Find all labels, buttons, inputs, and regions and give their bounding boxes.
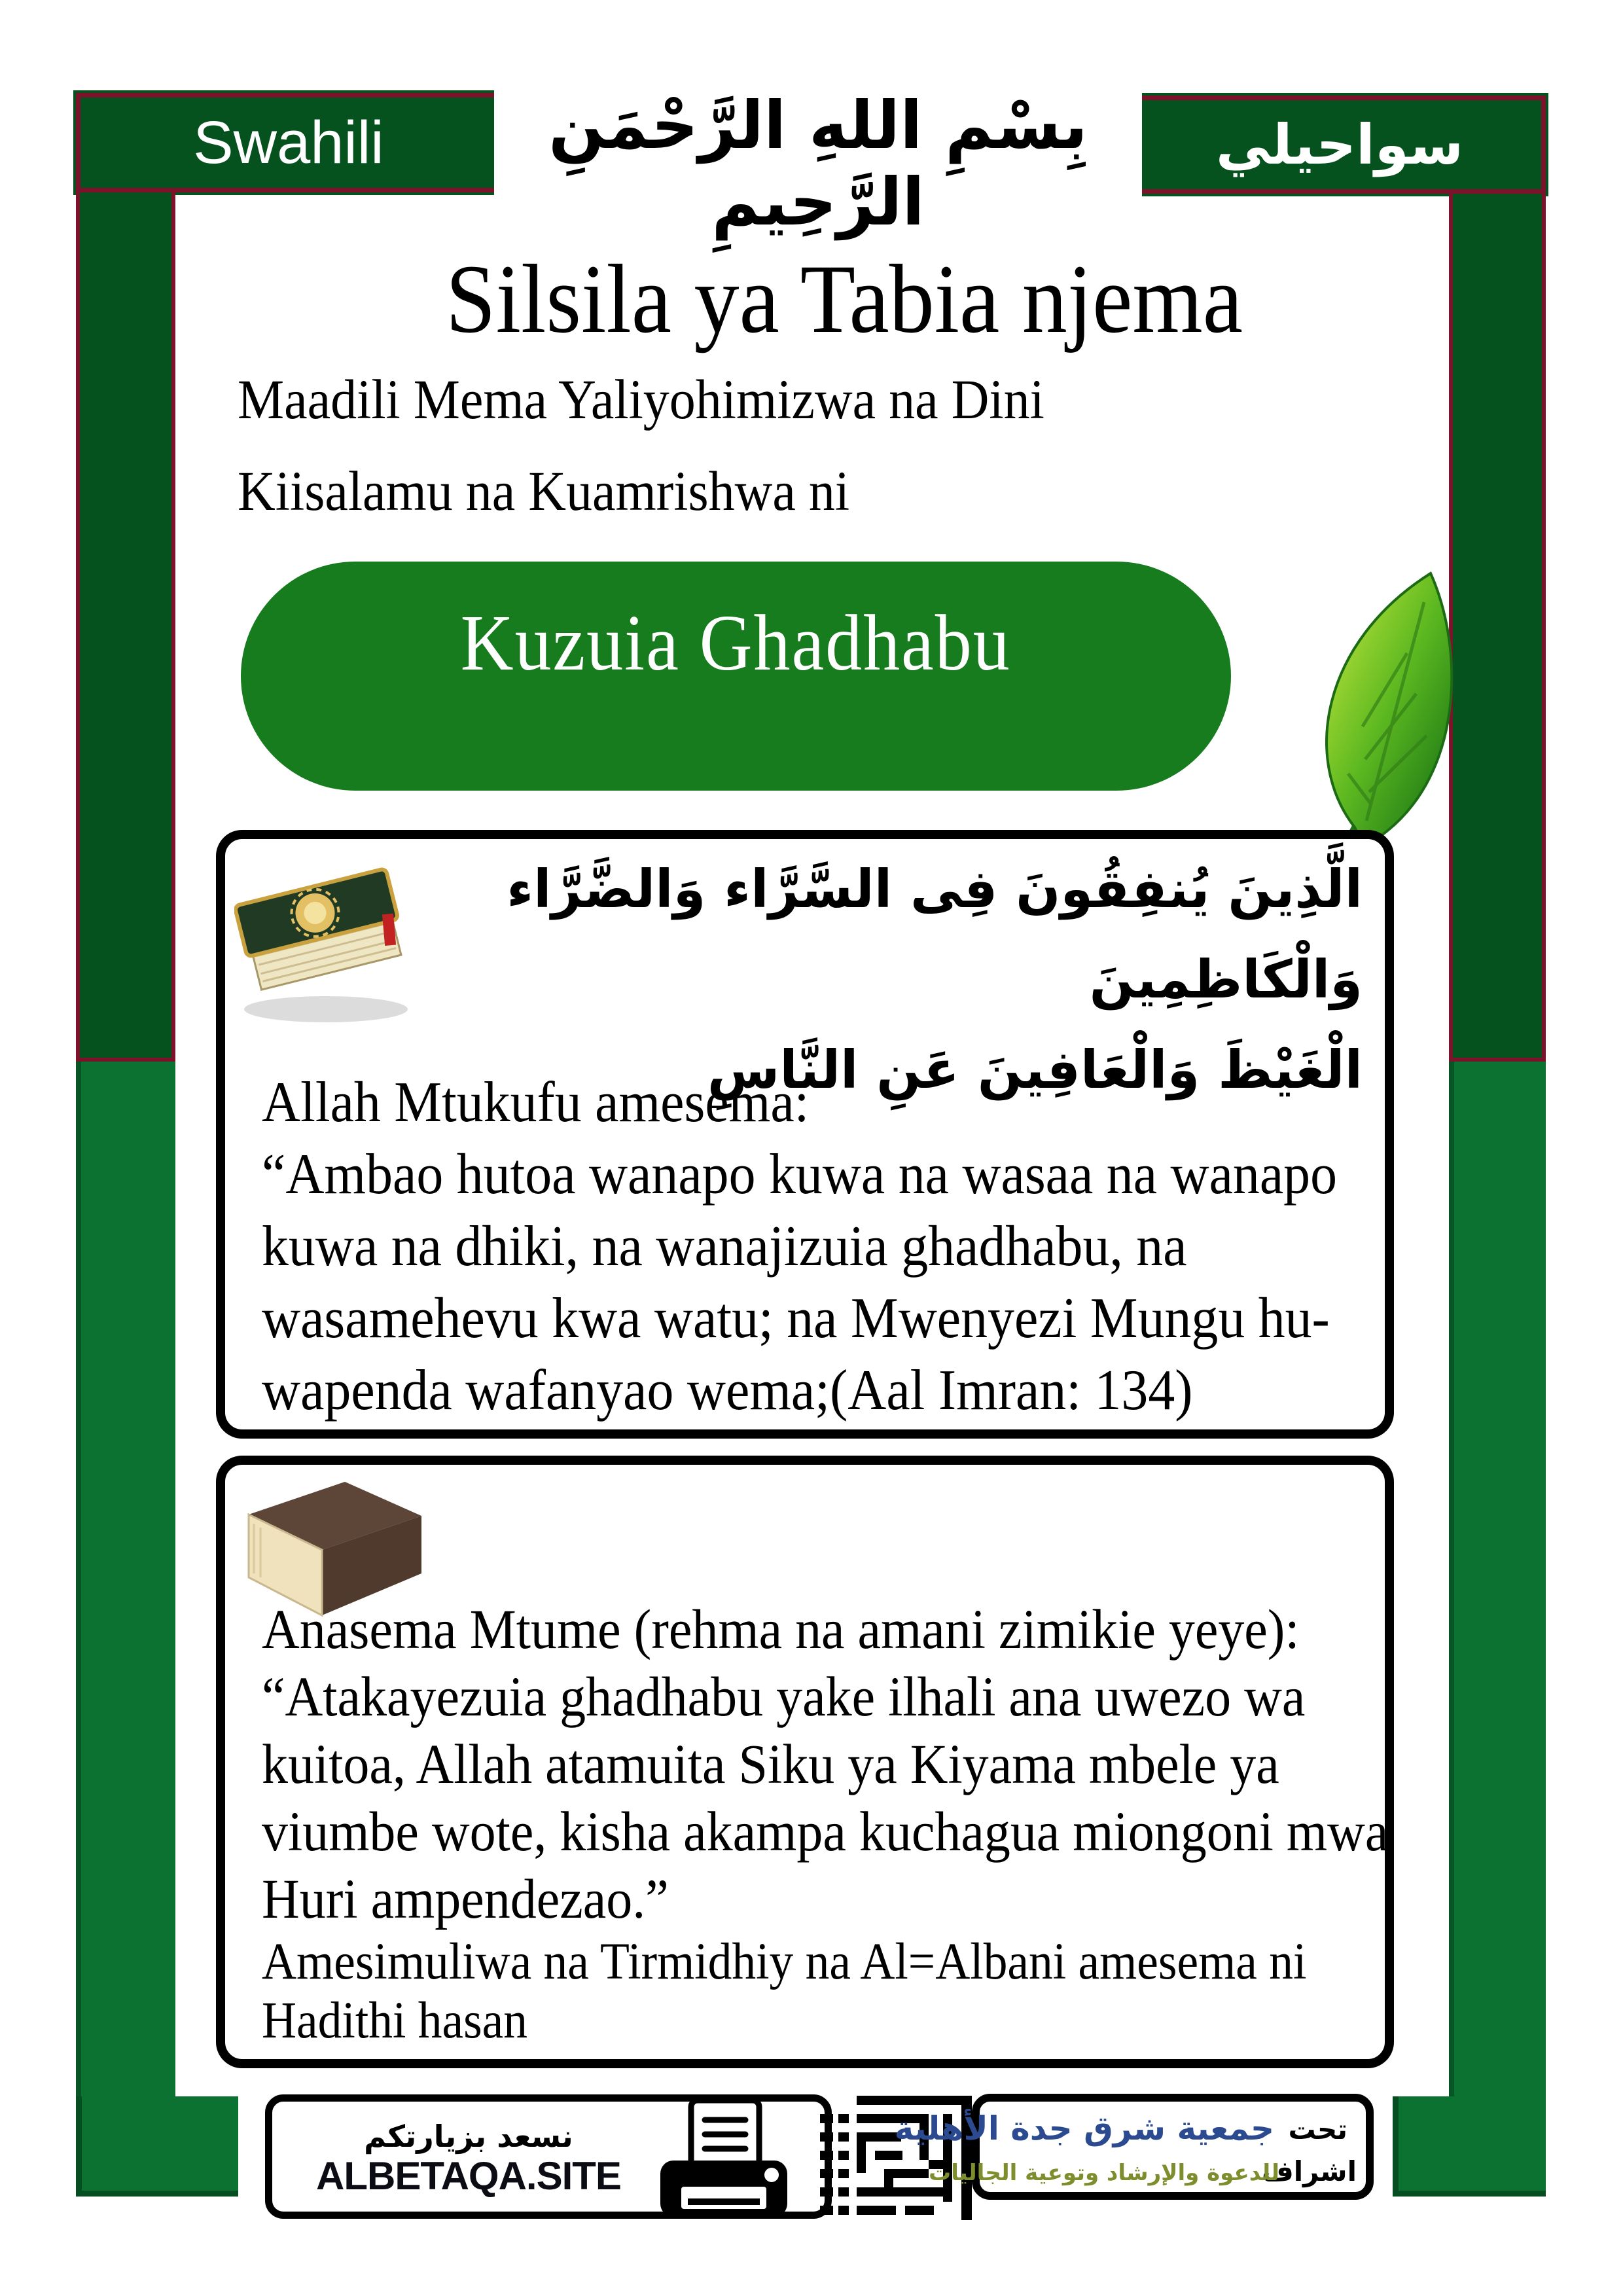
footer-site-box bbox=[265, 2094, 832, 2219]
hadith-section-box bbox=[216, 1456, 1394, 2068]
page-title bbox=[255, 245, 1433, 353]
quran-book-icon bbox=[234, 852, 418, 1035]
quran-translation-line: “Ambao hutoa wanapo kuwa na wasaa na wanapo bbox=[262, 1143, 1338, 1206]
hadith-attribution-line: Amesimuliwa na Tirmidhiy na Al=Albani amesema ni bbox=[262, 1933, 1307, 1990]
hadith-attribution-line: Hadithi hasan bbox=[262, 1992, 528, 2049]
supervision-word-1: تحت bbox=[1288, 2113, 1347, 2145]
quran-translation bbox=[262, 1067, 1418, 1427]
page-title-text: Silsila ya Tabia njema bbox=[445, 245, 1243, 353]
quran-translation-line: wapenda wafanyao wema;(Aal Imran: 134) bbox=[262, 1359, 1193, 1422]
quran-verse-line-2: الْغَيْظَ وَالْعَافِينَ عَنِ النَّاسِ bbox=[707, 1039, 1363, 1100]
frame-foot-left bbox=[76, 2096, 238, 2197]
frame-border-segment-right bbox=[1133, 189, 1453, 194]
quran-translation-line: wasamehevu kwa watu; na Mwenyezi Mungu hu- bbox=[262, 1287, 1330, 1350]
hadith-line: “Atakayezuia ghadhabu yake ilhali ana uwezo wa bbox=[262, 1665, 1306, 1728]
footer-visit-text: نسعد بزيارتكم bbox=[364, 2119, 573, 2154]
frame-foot-right bbox=[1393, 2096, 1546, 2197]
hadith-line: Huri ampendezao.” bbox=[262, 1867, 669, 1930]
printer-icon bbox=[655, 2096, 793, 2225]
language-label-swahili: Swahili bbox=[193, 109, 384, 176]
subtitle-line-2: Kiisalamu na Kuamrishwa ni bbox=[238, 459, 850, 522]
supervision-word-2: اشراف bbox=[1261, 2155, 1357, 2187]
page-subtitle bbox=[238, 353, 1105, 537]
hadith-line: viumbe wote, kisha akampa kuchagua miongoni mwa bbox=[262, 1800, 1389, 1863]
org-description-calligraphy: للدعوة والإرشاد وتوعية الجاليات bbox=[929, 2160, 1279, 2186]
subtitle-line-1: Maadili Mema Yaliyohimizwa na Dini bbox=[238, 368, 1044, 431]
topic-label: Kuzuia Ghadhabu bbox=[460, 599, 1012, 687]
quran-section-box bbox=[216, 830, 1394, 1439]
language-badge-right bbox=[1133, 96, 1546, 194]
language-label-arabic: سواحيلي bbox=[1215, 113, 1464, 177]
footer-site-text bbox=[292, 2119, 645, 2198]
hadith-line: Anasema Mtume (rehma na amani zimikie yeye): bbox=[262, 1598, 1300, 1660]
frame-border-segment-left bbox=[171, 188, 501, 192]
quran-translation-line: kuwa na dhiki, na wanajizuia ghadhabu, na bbox=[262, 1215, 1187, 1278]
frame-strip-left-bright bbox=[76, 1062, 175, 2096]
basmala-calligraphy: بِسْمِ اللهِ الرَّحْمَنِ الرَّحِيمِ bbox=[494, 39, 1142, 288]
quran-verse-line-1: الَّذِينَ يُنفِقُونَ فِى السَّرَّاء وَالضَّرَّاء وَالْكَاظِمِينَ bbox=[507, 859, 1363, 1010]
org-name-calligraphy: جمعية شرق جدة الأهلية bbox=[894, 2109, 1274, 2147]
language-badge-left bbox=[76, 93, 501, 192]
frame-strip-left-dark bbox=[76, 192, 175, 1062]
topic-pill bbox=[241, 562, 1231, 791]
hadith-line: kuitoa, Allah atamuita Siku ya Kiyama mbele ya bbox=[262, 1732, 1279, 1795]
hadith-text bbox=[262, 1596, 1473, 2051]
quran-translation-line: Allah Mtukufu amesema: bbox=[262, 1071, 810, 1134]
footer-supervision-box bbox=[894, 2094, 1374, 2200]
footer-site-link[interactable]: ALBETAQA.SITE bbox=[316, 2154, 621, 2198]
